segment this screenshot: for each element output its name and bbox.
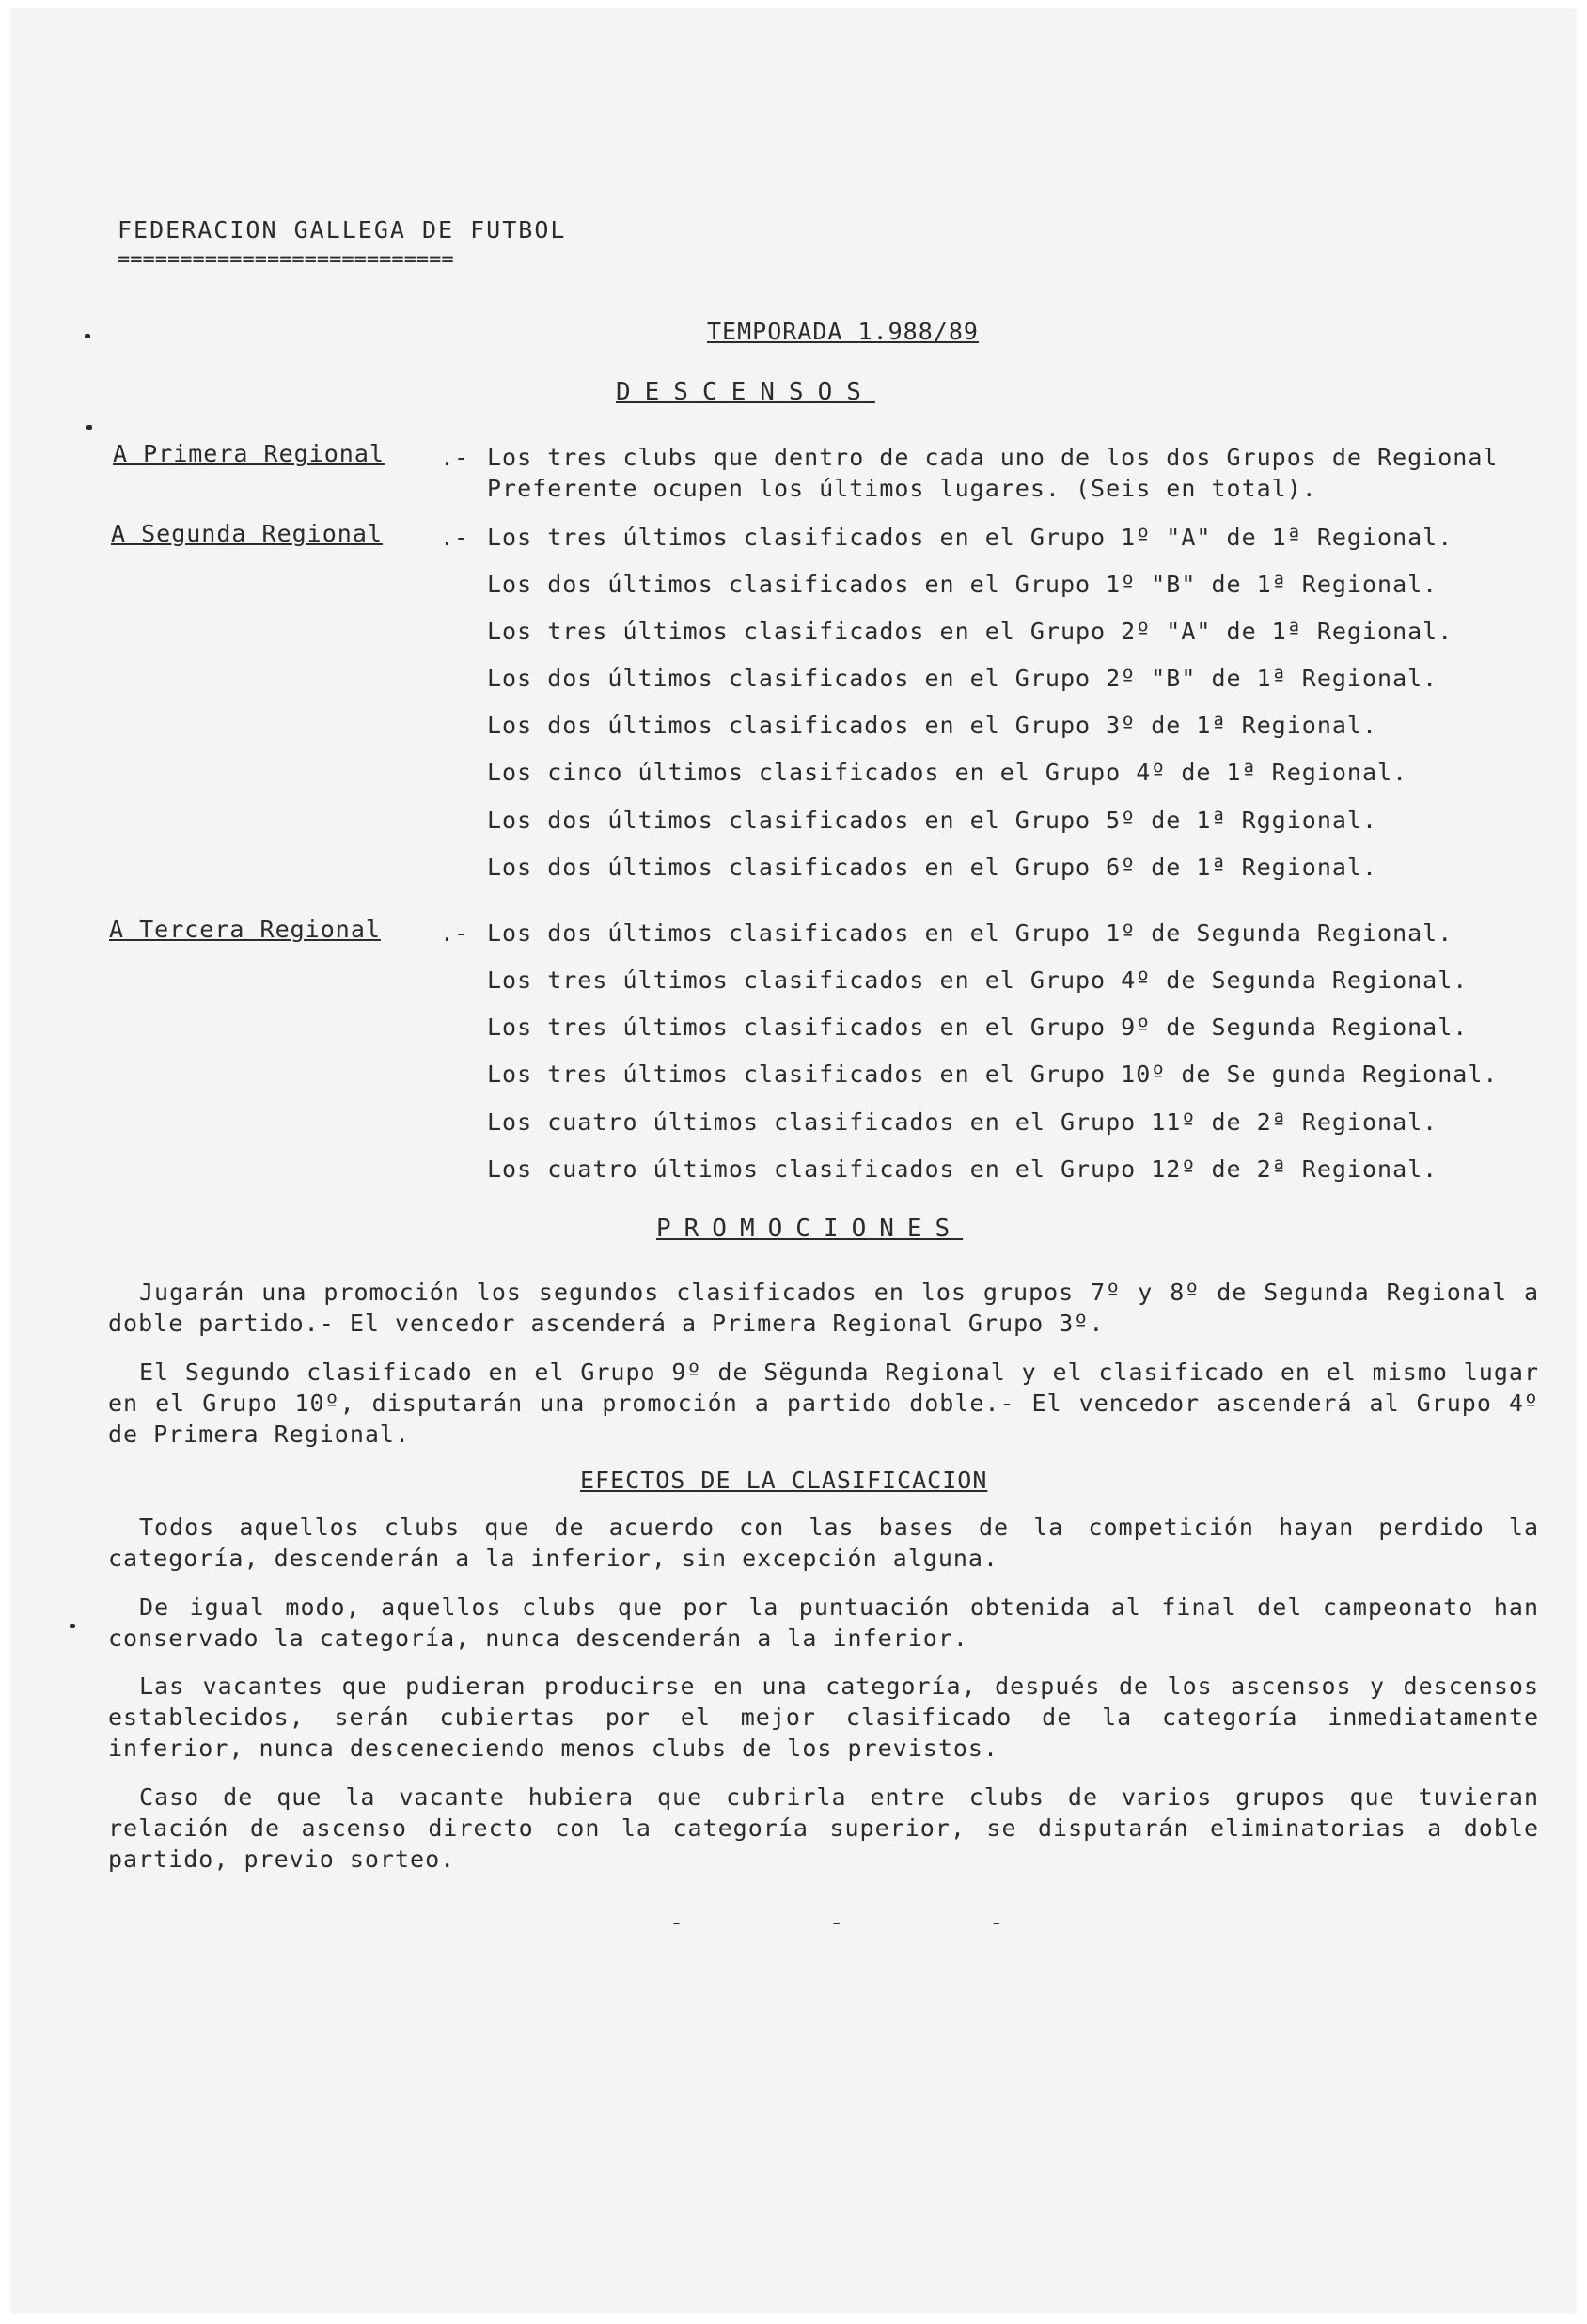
descenso-line: Preferente ocupen los últimos lugares. (Seis en total). [487, 475, 1317, 502]
promocion-paragraph: El Segundo clasificado en el Grupo 9º de Sëgunda Regional y el clasificado en el mismo lugar en el Grupo 10º, disputarán una promoción a partido doble.- El vencedor ascenderá al Grupo 4º de Primera Regional. [108, 1358, 1539, 1448]
descenso-line: Los dos últimos clasificados en el Grupo 3º de 1ª Regional. [487, 712, 1378, 739]
organization-name: FEDERACION GALLEGA DE FUTBOL [118, 216, 567, 243]
descenso-line: Los tres clubs que dentro de cada uno de los dos Grupos de Regional [487, 444, 1499, 471]
organization-rule: =========================== [118, 248, 454, 272]
efectos-paragraph: Caso de que la vacante hubiera que cubrirla entre clubs de varios grupos que tuvieran relación de ascenso directo con la categoría superior, se disputarán eliminatorias a doble partido, previo sorteo. [108, 1783, 1539, 1873]
section-heading-descensos: DESCENSOS [616, 378, 875, 406]
season-title: TEMPORADA 1.988/89 [707, 318, 979, 345]
descenso-line: Los tres últimos clasificados en el Grupo 2º "A" de 1ª Regional. [487, 618, 1453, 645]
promocion-paragraph: Jugarán una promoción los segundos clasificados en los grupos 7º y 8º de Segunda Regional a doble partido.- El vencedor ascenderá a Primera Regional Grupo 3º. [108, 1279, 1539, 1337]
category-label-tercera: A Tercera Regional [109, 916, 381, 943]
descenso-line: Los tres últimos clasificados en el Grupo 4º de Segunda Regional. [487, 966, 1469, 994]
category-label-primera: A Primera Regional [113, 440, 385, 467]
descenso-line: Los dos últimos clasificados en el Grupo 1º "B" de 1ª Regional. [487, 571, 1438, 598]
category-separator: .- [440, 919, 469, 947]
efectos-paragraph: Todos aquellos clubs que de acuerdo con las bases de la competición hayan perdido la categoría, descenderán a la inferior, sin excepción alguna. [108, 1514, 1539, 1572]
descenso-line: Los tres últimos clasificados en el Grupo 10º de Se gunda Regional. [487, 1060, 1499, 1088]
section-heading-promociones: PROMOCIONES [656, 1215, 964, 1243]
descenso-line: Los tres últimos clasificados en el Grupo 9º de Segunda Regional. [487, 1013, 1469, 1041]
descenso-line: Los dos últimos clasificados en el Grupo 5º de 1ª Rggional. [487, 807, 1378, 834]
descenso-line: Los cinco últimos clasificados en el Grupo 4º de 1ª Regional. [487, 759, 1408, 786]
category-label-segunda: A Segunda Regional [111, 520, 383, 547]
end-mark: - - - [669, 1908, 1070, 1936]
efectos-paragraph: De igual modo, aquellos clubs que por la puntuación obtenida al final del campeonato han conservado la categoría, nunca descenderán a la inferior. [108, 1594, 1539, 1652]
descenso-line: Los cuatro últimos clasificados en el Grupo 11º de 2ª Regional. [487, 1108, 1438, 1136]
efectos-paragraph: Las vacantes que pudieran producirse en una categoría, después de los ascensos y descensos establecidos, serán cubiertas por el mejor clasificado de la categoría inmediatamente inferior, nunca desceneciendo menos clubs de los previstos. [108, 1672, 1539, 1762]
descenso-line: Los cuatro últimos clasificados en el Grupo 12º de 2ª Regional. [487, 1155, 1438, 1183]
margin-speck [70, 1624, 75, 1628]
margin-speck [86, 425, 92, 430]
descenso-line: Los dos últimos clasificados en el Grupo 2º "B" de 1ª Regional. [487, 665, 1438, 692]
category-separator: .- [440, 444, 469, 471]
descenso-line: Los tres últimos clasificados en el Grupo 1º "A" de 1ª Regional. [487, 524, 1453, 551]
section-heading-efectos: EFECTOS DE LA CLASIFICACION [580, 1467, 988, 1494]
margin-speck [85, 334, 90, 338]
category-separator: .- [440, 524, 469, 551]
descenso-line: Los dos últimos clasificados en el Grupo 6º de 1ª Regional. [487, 854, 1378, 881]
descenso-line: Los dos últimos clasificados en el Grupo 1º de Segunda Regional. [487, 919, 1453, 947]
